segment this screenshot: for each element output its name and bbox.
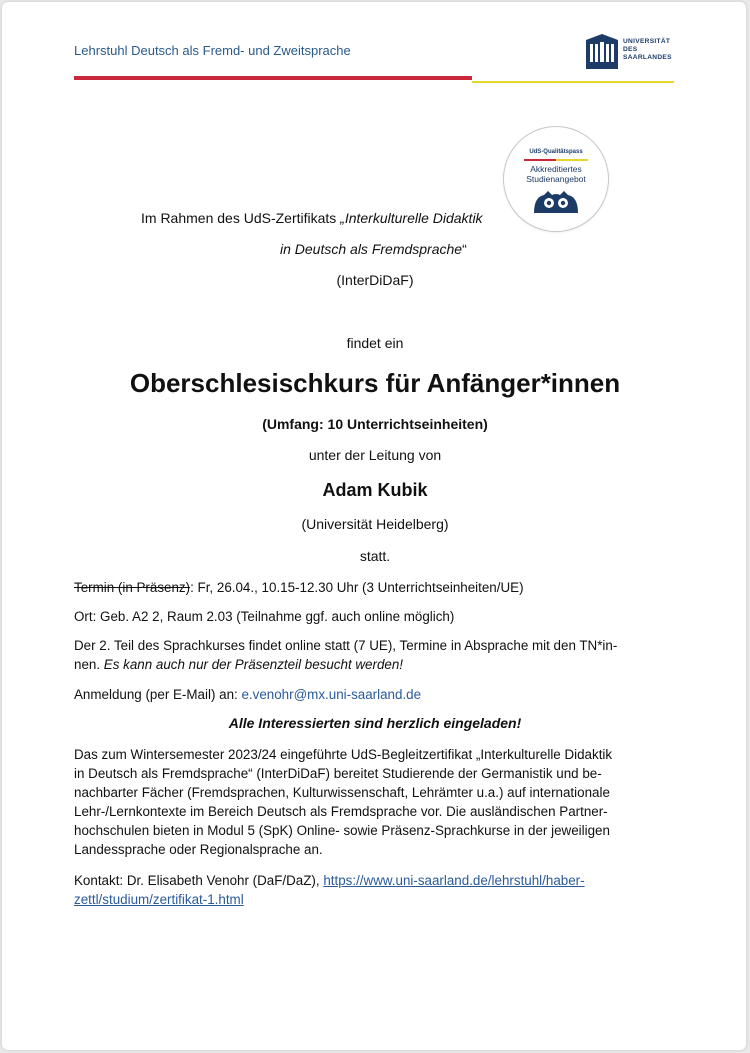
termin-line [74,578,674,597]
invitation-text: Alle Interessierten sind herzlich eingeladen! [228,715,522,731]
description-line: Das zum Wintersemester 2023/24 eingeführte UdS-Begleitzertifikat „Interkulturelle Didaktik [74,747,613,762]
badge-title: UdS-Qualitätspass [529,149,583,155]
description-line: Landessprache oder Regionalsprache an. [74,842,323,857]
statt-text: statt. [359,548,391,564]
part2-line-1: Der 2. Teil des Sprachkurses findet online statt (7 UE), Termine in Absprache mit den TN*in- [74,638,618,653]
logo-line-1: UNIVERSITÄT [623,38,671,45]
description-line: Lehr-/Lernkontexte im Bereich Deutsch als Fremdsprache vor. Die ausländischen Partner- [74,804,608,819]
logo-line-2: DES [623,46,638,53]
logo-line-3: SAARLANDES [623,54,672,61]
intro-line-2 [280,241,467,257]
registration-line [74,685,674,704]
description-paragraph [74,745,674,859]
badge-line-2: Studienangebot [526,174,586,184]
badge-line-1: Akkreditiertes [530,164,582,174]
owl-mascot-icon [532,189,580,215]
part2-paragraph [74,636,674,674]
intro-prefix: Im Rahmen des UdS-Zertifikats [141,210,341,226]
teacher-name: Adam Kubik [322,480,428,500]
certificate-title-part-2: in Deutsch als Fremdsprache [280,241,463,257]
university-emblem-icon [585,34,619,70]
header-rule-red [74,76,472,80]
termin-text: : Fr, 26.04., 10.15-12.30 Uhr (3 Unterrichtseinheiten/UE) [190,580,524,595]
contact-paragraph [74,871,674,909]
certificate-title-part-1: „Interkulturelle Didaktik [340,210,483,226]
location-line: Ort: Geb. A2 2, Raum 2.03 (Teilnahme ggf. auch online möglich) [74,609,455,624]
registration-prefix: Anmeldung (per E-Mail) an: [74,687,242,702]
description-line: in Deutsch als Fremdsprache“ (InterDiDaF) bereitet Studierende der Germanistik und be- [74,766,602,781]
description-line: hochschulen bieten in Modul 5 (SpK) Online- sowie Präsenz-Sprachkurse in der jeweiligen [74,823,610,838]
intro-line-1 [141,210,483,226]
badge-rule [524,159,588,161]
findet-text: findet ein [346,335,404,351]
teacher-affiliation: (Universität Heidelberg) [301,516,449,532]
course-scope: (Umfang: 10 Unterrichtseinheiten) [262,416,488,432]
termin-label: Termin (in Präsenz) [74,580,191,595]
contact-url-link-cont[interactable]: zettl/studium/zertifikat-1.html [74,892,244,907]
chair-name: Lehrstuhl Deutsch als Fremd- und Zweitsprache [74,43,351,58]
lead-text: unter der Leitung von [308,447,442,463]
contact-prefix: Kontakt: Dr. Elisabeth Venohr (DaF/DaZ), [74,873,324,888]
certificate-abbr: (InterDiDaF) [336,272,414,288]
university-logo [585,34,680,72]
course-title: Oberschlesischkurs für Anfänger*innen [129,368,621,398]
part2-note: Es kann auch nur der Präsenzteil besucht werden! [103,657,404,672]
quality-badge [504,127,608,231]
description-line: nachbarter Fächer (Fremdsprachen, Kulturwissenschaft, Lehrämter u.a.) auf internationale [74,785,610,800]
part2-line-2-prefix: nen. [74,657,104,672]
intro-close-quote: “ [462,241,467,257]
header-rule-yellow [472,81,674,83]
contact-url-link[interactable]: https://www.uni-saarland.de/lehrstuhl/haber- [323,873,585,888]
email-link[interactable]: e.venohr@mx.uni-saarland.de [241,687,422,702]
